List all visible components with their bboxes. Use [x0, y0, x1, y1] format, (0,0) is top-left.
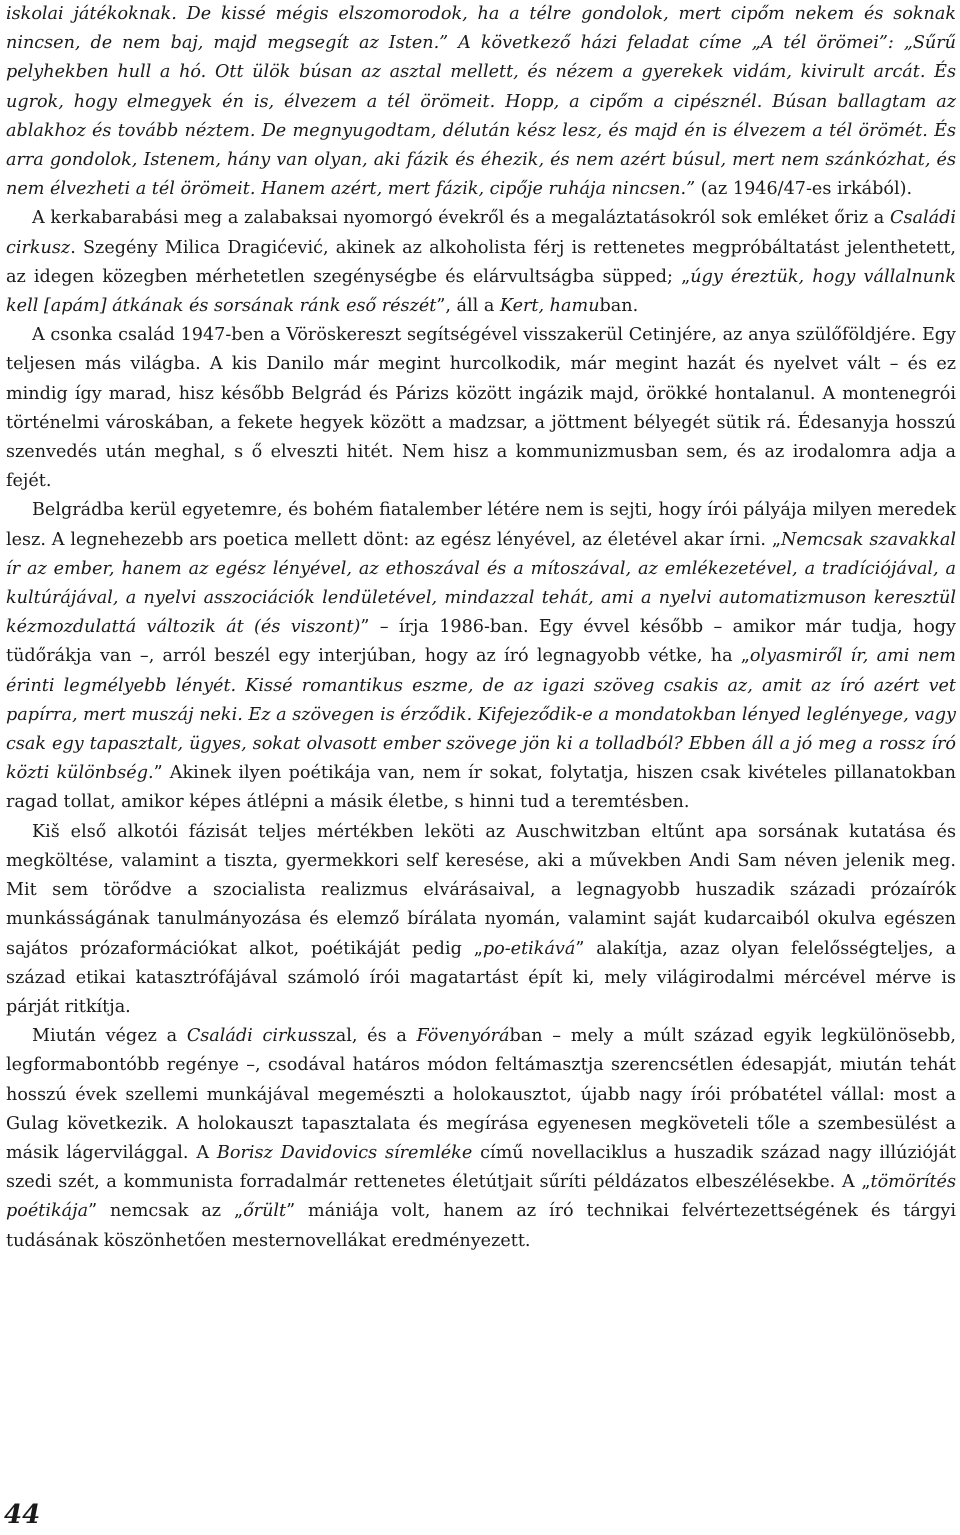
body-text: ban – mely a múlt század egyik legkülönösebb, legformabontóbb regénye –, csodával határos módon feltámasztja szerencsétlen édesapját, miután tehát hosszú évek szellemi munkájával megemészti a holokausztot, újabb nagy írói próbatétel vállal: most a Gulag következik. A holokauszt tapasztalata és megírása egyenesen megköveteli tőle a szembesülést a másik lágervilággal. A: [6, 1026, 956, 1163]
italic-text: Kert, hamu: [499, 296, 600, 317]
italic-text: úgy éreztük, hogy vállalnunk kell [apám] átkának és sorsának ránk eső részét: [6, 266, 956, 317]
body-text: ” Akinek ilyen poétikája van, nem ír sokat, folytatja, hiszen csak kivételes pillanatokban ragad tollat, amikor képes átlépni a másik életbe, s hinni tud a teremtésben.: [6, 763, 956, 813]
page-body: [6, 0, 956, 1256]
paragraph: [6, 321, 956, 496]
italic-text: Fövenyórá: [416, 1026, 510, 1047]
paragraph: [6, 204, 956, 321]
body-text: ” mániája volt, hanem az író technikai felvértezettségének és tárgyi tudásának köszönhetően mesternovellákat eredményezett.: [6, 1201, 957, 1251]
paragraph: [6, 818, 956, 1022]
italic-text: Családi cirkus: [186, 1026, 318, 1047]
paragraph: [6, 0, 956, 204]
italic-text: Családi cirkusz: [6, 208, 956, 258]
body-text: című novellaciklus a huszadik század nagy illúzióját szedi szét, a kommunista forradalmár rettenetes életútjait sűríti példázatos elbeszélésekbe. A „: [6, 1142, 957, 1193]
italic-text: tömörítés poétikája: [6, 1172, 956, 1222]
body-text: ”, áll a: [436, 296, 500, 317]
body-text: szal, és a: [317, 1026, 417, 1047]
body-text: . Szegény Milica Dragićević, akinek az alkoholista férj is rettenetes megpróbáltatást jelenthetett, az idegen közegben mérhetetlen szegénységbe és elárvultságba süpped; „: [6, 237, 956, 287]
italic-text: Nemcsak szavakkal ír az ember, hanem az egész lényével, az ethoszával és a mítoszával, az emlékezetével, a tradíciójával, a kultúrájával, a nyelvi asszociációk lendületével, mindazzal tehát, ami a nyelvi automatizmuson keresztül kézmozdulattá változik át (és viszont): [6, 529, 956, 638]
body-text: ” alakítja, azaz olyan felelősségteljes, a század etikai katasztrófájával számoló írói magatartást épít ki, mely világirodalmi mércével mérve is párját ritkítja.: [6, 938, 956, 1017]
body-text: A csonka család 1947-ben a Vöröskereszt segítségével visszakerül Cetinjére, az anya szülőföldjére. Egy teljesen más világba. A kis Danilo már megint hurcolkodik, már megint hazát és nyelvet vált – és ez mindig így marad, hisz később Belgrád és Párizs között ingázik majd, örökké hontalanul. A montenegrói történelmi városkában, a fekete hegyek között a madzsar, a jöttment bélyegét sütik rá. Édesanyja hosszú szenvedés után meghal, s ő elveszti hitét. Nem hisz a kommunizmusban sem, és az irodalomra adja a fejét.: [6, 325, 956, 492]
italic-text: olyasmiről ír, ami nem érinti legmélyebb lényét. Kissé romantikus eszme, de az igazi szöveg csakis az, amit az író azért vet papírra, mert muszáj neki. Ez a szövegen is érződik. Kifejeződik-e a mondatokban lényed leglényege, vagy csak egy tapasztalt, ügyes, sokat olvasott ember szövege jön ki a tolladból? Ebben áll a jó meg a rossz író közti különbség.: [6, 646, 956, 784]
italic-text: po-etikává: [482, 938, 576, 959]
paragraph: [6, 496, 956, 817]
italic-text: Borisz Davidovics síremléke: [216, 1142, 473, 1163]
italic-text: őrült: [243, 1201, 287, 1222]
page-number: 44: [4, 1500, 41, 1530]
body-text: ” nemcsak az „: [88, 1201, 244, 1222]
body-text: ban.: [599, 296, 639, 317]
body-text: Miután végez a: [32, 1026, 187, 1047]
body-text: Kiš első alkotói fázisát teljes mértékben leköti az Auschwitzban eltűnt apa sorsának kutatása és megköltése, valamint a tiszta, gyermekkori self keresése, aki a művekben Andi Sam néven jelenik meg. Mit sem törődve a szocialista realizmus elvárásaival, a legnagyobb huszadik századi prózaírók munkásságának tanulmányozása és elemző bírálata nyomán, valamint saját kudarcaiból okulva egészen sajátos prózaformációkat alkot, poétikáját pedig „: [6, 821, 956, 959]
italic-text: iskolai játékoknak. De kissé mégis elszomorodok, ha a télre gondolok, mert cipőm nekem és soknak nincsen, de nem baj, majd megsegít az Isten.” A következő házi feladat címe „A tél örömei”: „Sűrű pelyhekben hull a hó. Ott ülök búsan az asztal mellett, és nézem a gyerekek vidám, kivirult arcát. És ugrok, hogy elmegyek én is, élvezem a tél örömeit. Hopp, a cipőm a cipésznél. Búsan ballagtam az ablakhoz és tovább néztem. De megnyugodtam, délután kész lesz, és majd én is élvezem a tél örömét. És arra gondolok, Istenem, hány van olyan, aki fázik és éhezik, és nem azért búsul, mert nem szánkózhat, és nem élvezheti a tél örömeit. Hanem azért, mert fázik, cipője ruhája nincsen.”: [6, 4, 956, 200]
paragraph: [6, 1022, 956, 1256]
body-text: Belgrádba kerül egyetemre, és bohém fiatalember létére nem is sejti, hogy írói pályája milyen meredek lesz. A legnehezebb ars poetica mellett dönt: az egész lényével, az életével akar írni. „: [6, 500, 956, 550]
body-text: ” – írja 1986-ban. Egy évvel később – amikor már tudja, hogy tüdőrákja van –, arról beszél egy interjúban, hogy az író legnagyobb vétke, ha „: [6, 617, 956, 667]
body-text: (az 1946/47-es irkából).: [695, 179, 913, 200]
body-text: A kerkabarabási meg a zalabaksai nyomorgó évekről és a megaláztatásokról sok emléket őriz a: [32, 208, 890, 229]
